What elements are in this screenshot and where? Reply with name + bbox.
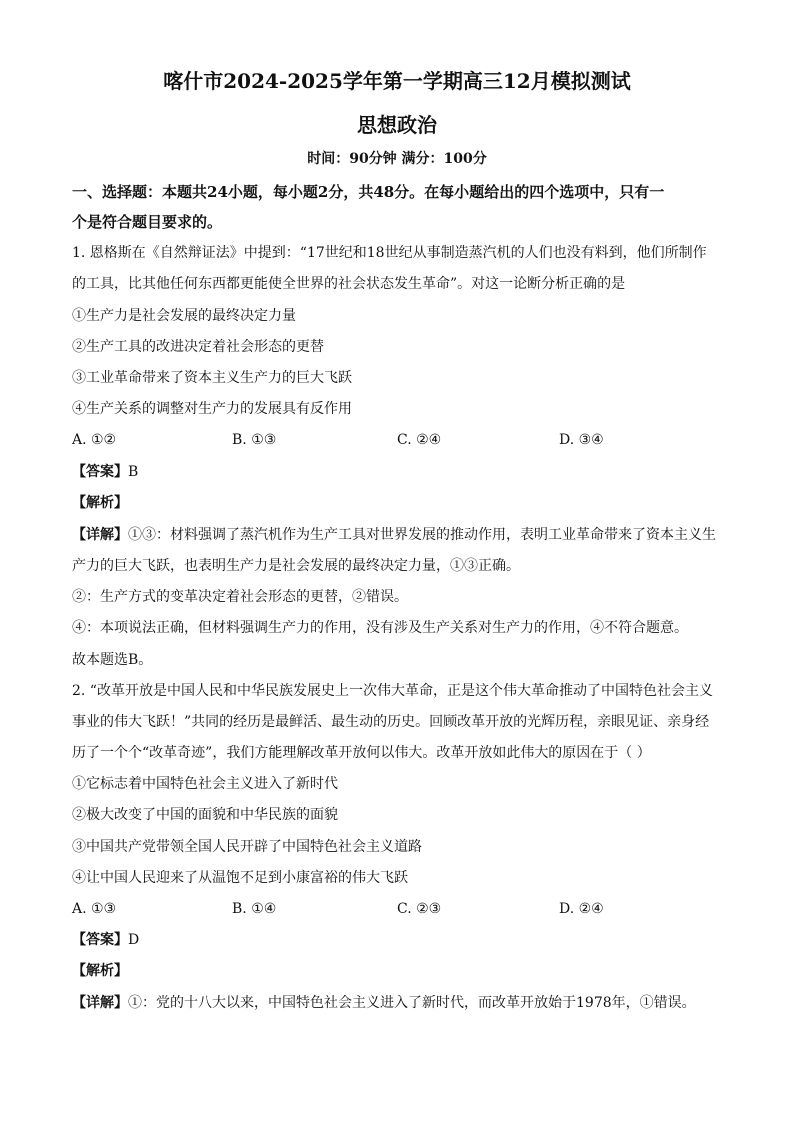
q2-options <box>72 899 724 919</box>
q2-option-a: A. ①③ <box>72 901 117 917</box>
q1-detail-text-1: ①③：材料强调了蒸汽机作为生产工具对世界发展的推动作用，表明工业革命带来了资本主义生 <box>128 527 716 543</box>
q1-analysis-tag: 【解析】 <box>72 495 128 511</box>
q2-detail-line-1 <box>72 993 724 1013</box>
exam-title: 喀什市2024-2025学年第一学期高三12月模拟测试 <box>163 69 631 93</box>
section-heading-line-1: 一、选择题：本题共24小题，每小题2分，共48分。在每小题给出的四个选项中，只有一 <box>72 183 665 201</box>
q1-options <box>72 430 724 450</box>
q1-answer-value: B <box>128 464 139 480</box>
q1-option-b: B. ①③ <box>232 432 277 448</box>
q2-answer-tag: 【答案】 <box>72 932 128 948</box>
q1-detail-line-2: 产力的巨大飞跃，也表明生产力是社会发展的最终决定力量，①③正确。 <box>72 558 520 574</box>
q2-item-2: ②极大改变了中国的面貌和中华民族的面貌 <box>72 807 338 823</box>
q2-analysis-tag: 【解析】 <box>72 963 128 979</box>
q2-detail-tag: 【详解】 <box>72 995 128 1011</box>
q2-item-1: ①它标志着中国特色社会主义进入了新时代 <box>72 776 338 792</box>
q1-option-a: A. ①② <box>72 432 117 448</box>
q2-option-d: D. ②④ <box>559 901 604 917</box>
q2-item-4: ④让中国人民迎来了从温饱不足到小康富裕的伟大飞跃 <box>72 870 408 886</box>
exam-meta: 时间：90分钟 满分：100分 <box>307 151 487 167</box>
q2-option-b: B. ①④ <box>232 901 277 917</box>
q1-stem-line-1: 1. 恩格斯在《自然辩证法》中提到：“17世纪和18世纪从事制造蒸汽机的人们也没有料到，他们所制作 <box>72 245 707 261</box>
q2-stem-line-3: 历了一个个“改革奇迹”，我们方能理解改革开放何以伟大。改革开放如此伟大的原因在于（ ） <box>72 745 651 761</box>
q1-answer-tag: 【答案】 <box>72 464 128 480</box>
q1-detail-line-3: ②：生产方式的变革决定着社会形态的更替，②错误。 <box>72 589 408 605</box>
q1-item-1: ①生产力是社会发展的最终决定力量 <box>72 308 296 324</box>
q2-answer-value: D <box>128 932 140 948</box>
q1-answer <box>72 462 724 482</box>
q1-stem-line-2: 的工具，比其他任何东西都更能使全世界的社会状态发生革命”。对这一论断分析正确的是 <box>72 276 626 292</box>
q1-detail-line-4: ④：本项说法正确，但材料强调生产力的作用，没有涉及生产关系对生产力的作用，④不符合题意。 <box>72 620 688 636</box>
q2-stem-line-2: 事业的伟大飞跃！”共同的经历是最鲜活、最生动的历史。回顾改革开放的光辉历程，亲眼见证、亲身经 <box>72 714 710 730</box>
section-heading-line-2: 个是符合题目要求的。 <box>72 213 223 231</box>
q2-answer <box>72 930 724 950</box>
q2-item-3: ③中国共产党带领全国人民开辟了中国特色社会主义道路 <box>72 839 422 855</box>
q1-detail-tag: 【详解】 <box>72 527 128 543</box>
q2-stem-line-1: 2. “改革开放是中国人民和中华民族发展史上一次伟大革命，正是这个伟大革命推动了中国特色社会主义 <box>72 683 713 699</box>
q1-option-d: D. ③④ <box>559 432 604 448</box>
q1-option-c: C. ②④ <box>397 432 442 448</box>
q1-item-2: ②生产工具的改进决定着社会形态的更替 <box>72 339 324 355</box>
q2-option-c: C. ②③ <box>397 901 442 917</box>
subject-title: 思想政治 <box>357 113 437 137</box>
q1-detail-line-1 <box>72 525 724 545</box>
q1-item-4: ④生产关系的调整对生产力的发展具有反作用 <box>72 401 352 417</box>
q1-item-3: ③工业革命带来了资本主义生产力的巨大飞跃 <box>72 370 352 386</box>
q2-detail-text-1: ①：党的十八大以来，中国特色社会主义进入了新时代，而改革开放始于1978年，①错误。 <box>128 995 696 1011</box>
q1-detail-line-5: 故本题选B。 <box>72 652 153 668</box>
